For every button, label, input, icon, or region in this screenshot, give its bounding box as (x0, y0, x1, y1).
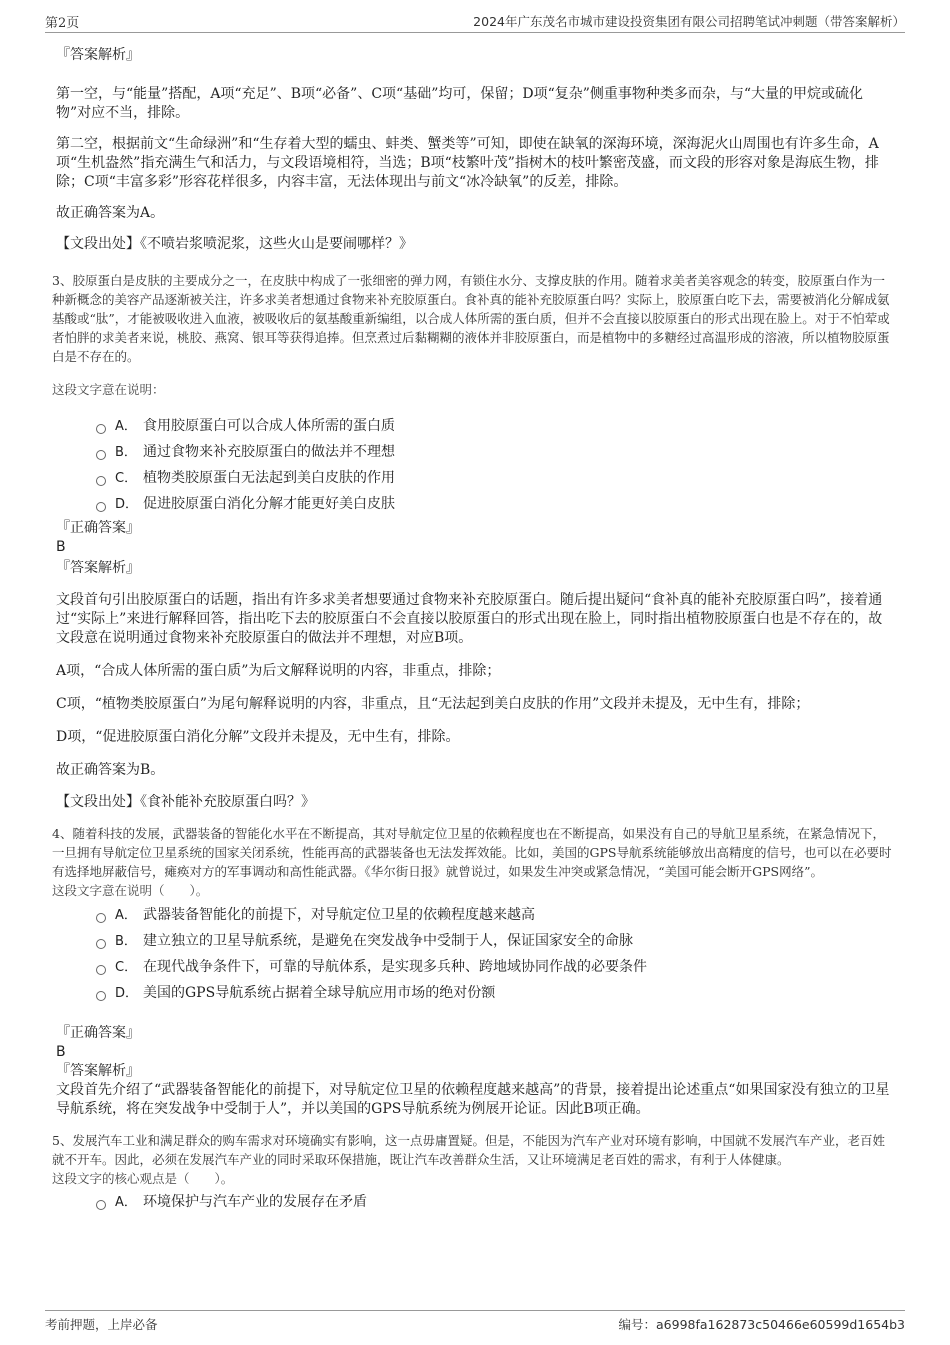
passage-source: 【文段出处】《食补能补充胶原蛋白吗？》 (56, 794, 315, 810)
option-a[interactable]: A． 环境保护与汽车产业的发展存在矛盾 (96, 1189, 896, 1215)
option-b[interactable]: B． 建立独立的卫星导航系统，是避免在突发战争中受制于人，保证国家安全的命脉 (96, 928, 896, 954)
page-header (45, 10, 905, 33)
question-prompt: 这段文字意在说明（ ）。 (52, 883, 209, 898)
radio-button[interactable] (96, 502, 106, 512)
analysis-label: 『答案解析』 (56, 1063, 140, 1079)
radio-button[interactable] (96, 965, 106, 975)
option-b[interactable]: B． 通过食物来补充胶原蛋白的做法并不理想 (96, 439, 896, 465)
option-c[interactable]: C． 植物类胶原蛋白无法起到美白皮肤的作用 (96, 465, 896, 491)
analysis-label: 『答案解析』 (56, 47, 140, 63)
question-prompt: 这段文字的核心观点是（ ）。 (52, 1171, 234, 1186)
page-number: 第2页 (45, 16, 80, 31)
answer-options (96, 902, 896, 1006)
option-c[interactable]: C． 在现代战争条件下，可靠的导航体系，是实现多兵种、跨地域协同作战的必要条件 (96, 954, 896, 980)
correct-answer-label: 『正确答案』 (56, 520, 140, 536)
option-d[interactable]: D． 促进胶原蛋白消化分解才能更好美白皮肤 (96, 491, 896, 517)
correct-answer: B (56, 1044, 66, 1060)
analysis-conclusion: 故正确答案为A。 (56, 205, 165, 221)
answer-options (96, 1189, 896, 1215)
radio-button[interactable] (96, 424, 106, 434)
analysis-paragraph: D项，“促进胶原蛋白消化分解”文段并未提及，无中生有，排除。 (56, 729, 460, 745)
option-a[interactable]: A． 食用胶原蛋白可以合成人体所需的蛋白质 (96, 413, 896, 439)
option-d[interactable]: D． 美国的GPS导航系统占据着全球导航应用市场的绝对份额 (96, 980, 896, 1006)
question-stem: 5、发展汽车工业和满足群众的购车需求对环境确实有影响，这一点毋庸置疑。但是，不能因为汽车产业对环境有影响，中国就不发展汽车产业，老百姓就不开车。因此，必须在发展汽车产业的同时采取环保措施，既让汽车改善群众生活，又让环境满足老百姓的需求，有利于人体健康。 (52, 1133, 885, 1167)
analysis-conclusion: 故正确答案为B。 (56, 762, 165, 778)
correct-answer-label: 『正确答案』 (56, 1025, 140, 1041)
question-stem: 3、胶原蛋白是皮肤的主要成分之一，在皮肤中构成了一张细密的弹力网，有锁住水分、支撑皮肤的作用。随着求美者美容观念的转变，胶原蛋白作为一种新概念的美容产品逐渐被关注，许多求美者想通过食物来补充胶原蛋白。食补真的能补充胶原蛋白吗？实际上，胶原蛋白吃下去，需要被消化分解成氨基酸或“肽”，才能被吸收进入血液，被吸收后的氨基酸重新编组，以合成人体所需的蛋白质，但并不会直接以胶原蛋白的形式出现在脸上。对于不怕荤或者怕胖的求美者来说，桃胶、燕窝、银耳等获得追捧。但烹煮过后黏糊糊的液体并非胶原蛋白，而是植物中的多糖经过高温形成的溶液，所以植物胶原蛋白是不存在的。 (52, 273, 890, 364)
analysis-paragraph: 第二空，根据前文“生命绿洲”和“生存着大型的蠕虫、蚌类、蟹类等”可知，即使在缺氧的深海环境，深海泥火山周围也有许多生命，A项“生机盎然”指充满生气和活力，与文段语境相符，当选；B项“枝繁叶茂”指树木的枝叶繁密茂盛，而文段的形容对象是海底生物，排除；C项“丰富多彩”形容花样很多，内容丰富，无法体现出与前文“冰冷缺氧”的反差，排除。 (56, 136, 879, 190)
analysis-paragraph: 文段首先介绍了“武器装备智能化的前提下，对导航定位卫星的依赖程度越来越高”的背景，接着提出论述重点“如果国家没有独立的卫星导航系统，将在突发战争中受制于人”，并以美国的GPS导航系统为例展开论证。因此B项正确。 (56, 1082, 890, 1117)
passage-source: 【文段出处】《不喷岩浆喷泥浆，这些火山是要闹哪样？》 (56, 236, 413, 252)
page-footer (45, 1310, 905, 1335)
document-title: 2024年广东茂名市城市建设投资集团有限公司招聘笔试冲刺题（带答案解析） (473, 14, 905, 29)
option-a[interactable]: A． 武器装备智能化的前提下，对导航定位卫星的依赖程度越来越高 (96, 902, 896, 928)
question-stem: 4、随着科技的发展，武器装备的智能化水平在不断提高，其对导航定位卫星的依赖程度也在不断提高，如果没有自己的导航卫星系统，在紧急情况下，一旦拥有导航定位卫星系统的国家关闭系统，性能再高的武器装备也无法发挥效能。比如，美国的GPS导航系统能够放出高精度的信号，也可以在必要时有选择地屏蔽信号，瘫痪对方的军事调动和高性能武器。《华尔街日报》就曾说过，如果发生冲突或紧急情况，“美国可能会断开GPS网络”。 (52, 826, 892, 879)
analysis-paragraph: A项，“合成人体所需的蛋白质”为后文解释说明的内容，非重点，排除； (56, 663, 501, 679)
analysis-paragraph: C项，“植物类胶原蛋白”为尾句解释说明的内容，非重点，且“无法起到美白皮肤的作用”文段并未提及，无中生有，排除； (56, 696, 810, 712)
analysis-label: 『答案解析』 (56, 560, 140, 576)
document-body (52, 42, 896, 1215)
radio-button[interactable] (96, 476, 106, 486)
radio-button[interactable] (96, 939, 106, 949)
radio-button[interactable] (96, 1200, 106, 1210)
radio-button[interactable] (96, 991, 106, 1001)
question-prompt: 这段文字意在说明： (52, 382, 165, 397)
document-id: 编号：a6998fa162873c50466e60599d1654b3 (618, 1317, 905, 1332)
answer-options (96, 413, 896, 517)
footer-slogan: 考前押题，上岸必备 (45, 1317, 158, 1332)
analysis-paragraph: 文段首句引出胶原蛋白的话题，指出有许多求美者想要通过食物来补充胶原蛋白。随后提出疑问“食补真的能补充胶原蛋白吗”，接着通过“实际上”来进行解释回答，指出吃下去的胶原蛋白不会直接以胶原蛋白的形式出现在脸上，同时指出植物胶原蛋白也是不存在的，故文段意在说明通过食物来补充胶原蛋白的做法并不理想，对应B项。 (56, 592, 883, 646)
radio-button[interactable] (96, 913, 106, 923)
correct-answer: B (56, 539, 66, 555)
analysis-paragraph: 第一空，与“能量”搭配，A项“充足”、B项“必备”、C项“基础”均可，保留；D项“复杂”侧重事物种类多而杂，与“大量的甲烷或硫化物”对应不当，排除。 (56, 86, 864, 121)
radio-button[interactable] (96, 450, 106, 460)
